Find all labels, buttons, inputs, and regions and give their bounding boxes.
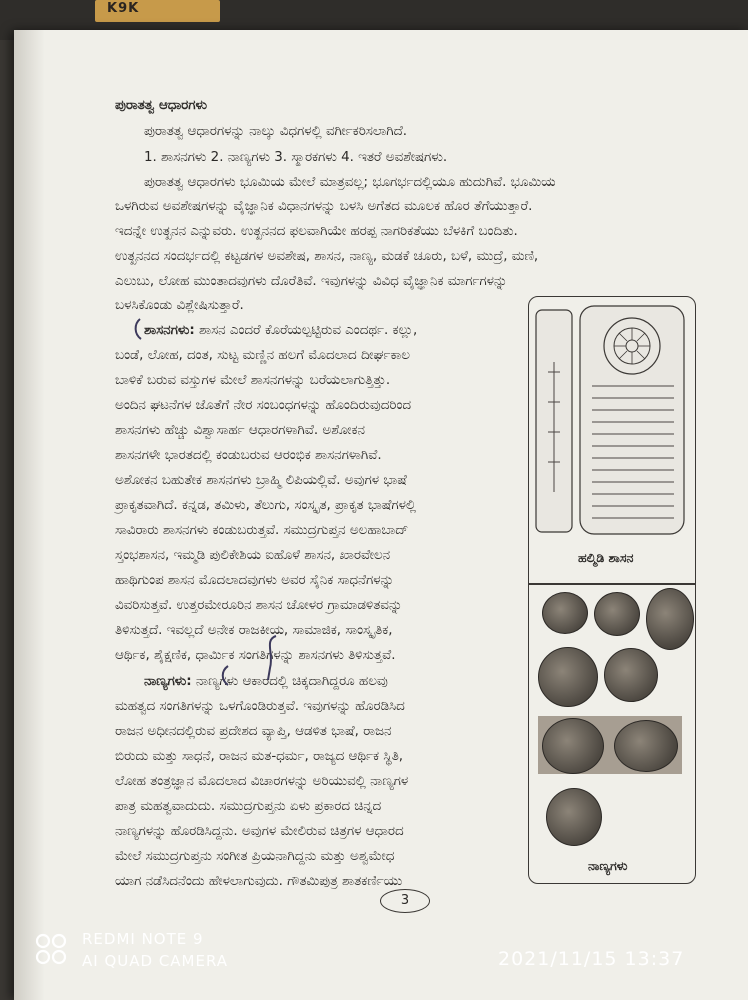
paragraph-line: ಶಾಸನಗಳೇ ಭಾರತದಲ್ಲಿ ಕಂಡುಬರುವ ಆರಂಭಿಕ ಶಾಸನಗಳಾಗಿವೆ. (115, 448, 382, 463)
coin-image (646, 588, 694, 650)
book-label-text: K9K (107, 1, 140, 16)
watermark-camera: AI QUAD CAMERA (82, 952, 229, 970)
paragraph-line: ಇದನ್ನೇ ಉತ್ಖನನ ಎನ್ನುವರು. ಉತ್ಖನನದ ಫಲವಾಗಿಯೇ ಹರಪ್ಪ ನಾಗರಿಕತೆಯು ಬೆಳಕಿಗೆ ಬಂದಿತು. (115, 224, 518, 239)
inscriptions-lead: ಶಾಸನಗಳು: (144, 323, 195, 338)
paragraph-line: ಆರ್ಥಿಕ, ಶೈಕ್ಷಣಿಕ, ಧಾರ್ಮಿಕ ಸಂಗತಿಗಳನ್ನು ಶಾಸನಗಳು ತಿಳಿಸುತ್ತವೆ. (115, 648, 396, 663)
coins-lead: ನಾಣ್ಯಗಳು: (144, 674, 192, 689)
paragraph-line: ಅಂದಿನ ಘಟನೆಗಳ ಜೊತೆಗೆ ನೇರ ಸಂಬಂಧಗಳನ್ನು ಹೊಂದಿರುವುದರಿಂದ (115, 398, 412, 413)
coin-image (546, 788, 602, 846)
paragraph-line: ಪುರಾತತ್ವ ಆಧಾರಗಳನ್ನು ನಾಲ್ಕು ವಿಧಗಳಲ್ಲಿ ವರ್ಗೀಕರಿಸಲಾಗಿದೆ. (144, 124, 408, 139)
paragraph-line: ಬಾಳಿಕೆ ಬರುವ ವಸ್ತುಗಳ ಮೇಲೆ ಶಾಸನಗಳನ್ನು ಬರೆಯಲಾಗುತ್ತಿತ್ತು. (115, 373, 391, 388)
paragraph-line: ನಾಣ್ಯಗಳು ಆಕಾರದಲ್ಲಿ ಚಿಕ್ಕದಾಗಿದ್ದರೂ ಹಲವು (191, 674, 388, 689)
paragraph-line: ಶಾಸನ ಎಂದರೆ ಕೊರೆಯಲ್ಪಟ್ಟಿರುವ ಎಂದರ್ಥ. ಕಲ್ಲು, (194, 323, 418, 338)
paragraph-line: ವಿವರಿಸುತ್ತವೆ. ಉತ್ತರಮೇರೂರಿನ ಶಾಸನ ಚೋಳರ ಗ್ರಾಮಾಡಳಿತವನ್ನು (115, 598, 403, 613)
paragraph-line: ಶಾಸನಗಳು ಹೆಚ್ಚು ವಿಶ್ವಾಸಾರ್ಹ ಆಧಾರಗಳಾಗಿವೆ. ಅಶೋಕನ (115, 423, 365, 438)
paragraph-line: ಎಲುಬು, ಲೋಹ ಮುಂತಾದವುಗಳು ದೊರೆತಿವೆ. ಇವುಗಳನ್ನು ವಿವಿಧ ವೈಜ್ಞಾನಿಕ ಮಾರ್ಗಗಳನ್ನು (115, 274, 508, 289)
paragraph-line: ಅಶೋಕನ ಬಹುತೇಕ ಶಾಸನಗಳು ಬ್ರಾಹ್ಮಿ ಲಿಪಿಯಲ್ಲಿವೆ. ಅವುಗಳ ಭಾಷೆ (115, 473, 407, 488)
coin-image (542, 718, 604, 774)
paragraph-line: ಉತ್ಖನನದ ಸಂದರ್ಭದಲ್ಲಿ ಕಟ್ಟಡಗಳ ಅವಶೇಷ, ಶಾಸನ, ನಾಣ್ಯ, ಮಡಕೆ ಚೂರು, ಬಳೆ, ಮುದ್ರೆ, ಮಣಿ, (115, 249, 539, 264)
watermark-device: REDMI NOTE 9 (82, 930, 204, 948)
inscriptions-first-line (144, 323, 417, 338)
paragraph-line: ರಾಜನ ಅಧೀನದಲ್ಲಿರುವ ಪ್ರದೇಶದ ವ್ಯಾಪ್ತಿ, ಆಡಳಿತ ಭಾಷೆ, ರಾಜನ (115, 724, 392, 739)
figure-divider (528, 583, 696, 585)
watermark-datetime: 2021/11/15 13:37 (498, 948, 685, 970)
ink-annotation-mark (132, 316, 162, 342)
coin-image (604, 648, 658, 702)
paragraph-line: ನಾಣ್ಯಗಳನ್ನು ಹೊರಡಿಸಿದ್ದನು. ಅವುಗಳ ಮೇಲಿರುವ ಚಿತ್ರಗಳ ಆಧಾರದ (115, 824, 404, 839)
camera-logo-icon (34, 932, 70, 968)
categories-list: 1. ಶಾಸನಗಳು 2. ನಾಣ್ಯಗಳು 3. ಸ್ಮಾರಕಗಳು 4. ಇತರೆ ಅವಶೇಷಗಳು. (144, 150, 448, 165)
page-number: 3 (380, 889, 430, 913)
coin-image (542, 592, 588, 634)
paragraph-line: ಸ್ತಂಭಶಾಸನ, ಇಮ್ಮಡಿ ಪುಲಿಕೇಶಿಯ ಐಹೊಳೆ ಶಾಸನ, ಖಾರವೇಲನ (115, 548, 391, 563)
paragraph-line: ಒಳಗಿರುವ ಅವಶೇಷಗಳನ್ನು ವೈಜ್ಞಾನಿಕ ವಿಧಾನಗಳನ್ನು ಬಳಸಿ ಅಗೆತದ ಮೂಲಕ ಹೊರ ತೆಗೆಯುತ್ತಾರೆ. (115, 199, 533, 214)
ink-annotation-mark (218, 662, 248, 688)
section-heading: ಪುರಾತತ್ವ ಆಧಾರಗಳು (115, 98, 208, 113)
ink-annotation-mark (254, 632, 294, 682)
paragraph-line: ಮೇಲೆ ಸಮುದ್ರಗುಪ್ತನು ಸಂಗೀತ ಪ್ರಿಯನಾಗಿದ್ದನು ಮತ್ತು ಅಶ್ವಮೇಧ (115, 849, 395, 864)
paragraph-line: ಬಂಡೆ, ಲೋಹ, ದಂತ, ಸುಟ್ಟ ಮಣ್ಣಿನ ಹಲಗೆ ಮೊದಲಾದ ದೀರ್ಘಕಾಲ (115, 348, 410, 363)
paragraph-line: ಸಾವಿರಾರು ಶಾಸನಗಳು ಕಂಡುಬರುತ್ತವೆ. ಸಮುದ್ರಗುಪ್ತನ ಅಲಹಾಬಾದ್ (115, 523, 409, 538)
coin-image (614, 720, 678, 772)
paragraph-line: ಬಳಸಿಕೊಂಡು ವಿಶ್ಲೇಷಿಸುತ್ತಾರೆ. (115, 298, 244, 313)
halmidi-inscription-image (534, 302, 690, 540)
paragraph-line: ಮಹತ್ವದ ಸಂಗತಿಗಳನ್ನು ಒಳಗೊಂಡಿರುತ್ತವೆ. ಇವುಗಳನ್ನು ಹೊರಡಿಸಿದ (115, 699, 405, 714)
paragraph-line: ಹಾಥಿಗುಂಪ ಶಾಸನ ಮೊದಲಾದವುಗಳು ಅವರ ಸೈನಿಕ ಸಾಧನೆಗಳನ್ನು (115, 573, 395, 588)
book-spine-label (95, 0, 220, 22)
paragraph-line: ತಿಳಿಸುತ್ತದೆ. ಇವಲ್ಲದೆ ಅನೇಕ ರಾಜಕೀಯ, ಸಾಮಾಜಿಕ, ಸಾಂಸ್ಕೃತಿಕ, (115, 623, 393, 638)
paragraph-line: ಲೋಹ ತಂತ್ರಜ್ಞಾನ ಮೊದಲಾದ ವಿಚಾರಗಳನ್ನು ಅರಿಯುವಲ್ಲಿ ನಾಣ್ಯಗಳ (115, 774, 409, 789)
paragraph-line: ಬಿರುದು ಮತ್ತು ಸಾಧನೆ, ರಾಜನ ಮತ-ಧರ್ಮ, ರಾಜ್ಯದ ಆರ್ಥಿಕ ಸ್ಥಿತಿ, (115, 749, 404, 764)
paragraph-line: ಯಾಗ ನಡೆಸಿದನೆಂದು ಹೇಳಲಾಗುವುದು. ಗೌತಮಿಪುತ್ರ ಶಾತಕರ್ಣಿಯು (115, 874, 403, 889)
paragraph-line: ಪಾತ್ರ ಮಹತ್ವವಾದುದು. ಸಮುದ್ರಗುಪ್ತನು ಏಳು ಪ್ರಕಾರದ ಚಿನ್ನದ (115, 799, 382, 814)
paragraph-line: ಪುರಾತತ್ವ ಆಧಾರಗಳು ಭೂಮಿಯ ಮೇಲೆ ಮಾತ್ರವಲ್ಲ; ಭೂಗರ್ಭದಲ್ಲಿಯೂ ಹುದುಗಿವೆ. ಭೂಮಿಯ (144, 175, 556, 190)
page-binding-shadow (14, 30, 44, 1000)
paragraph-line: ಪ್ರಾಕೃತವಾಗಿದೆ. ಕನ್ನಡ, ತಮಿಳು, ತೆಲುಗು, ಸಂಸ್ಕೃತ, ಪ್ರಾಕೃತ ಭಾಷೆಗಳಲ್ಲಿ (115, 498, 417, 513)
inscription-caption: ಹಲ್ಮಿಡಿ ಶಾಸನ (578, 550, 634, 565)
coin-image (538, 647, 598, 707)
coins-caption: ನಾಣ್ಯಗಳು (588, 858, 628, 873)
coin-image (594, 592, 640, 636)
